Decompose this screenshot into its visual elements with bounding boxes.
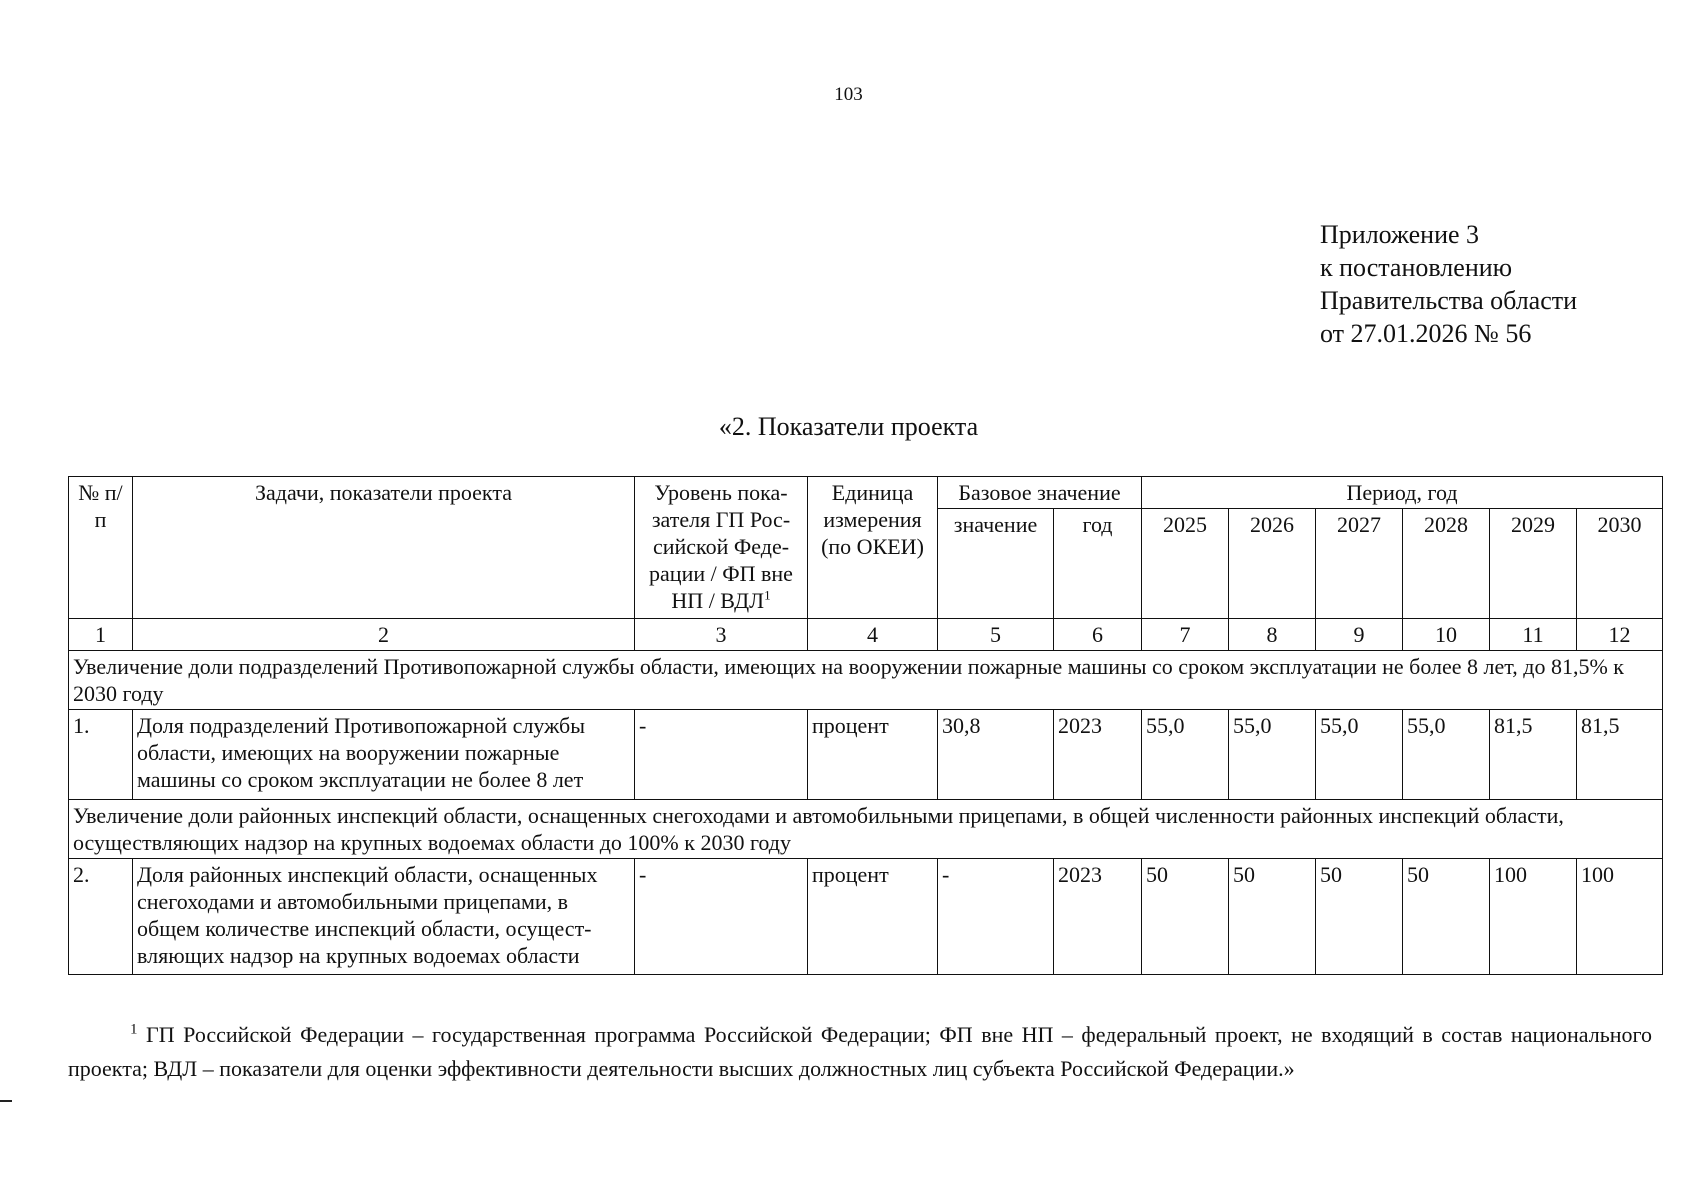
column-number: 7 <box>1142 619 1229 651</box>
header-level-footnote-mark: 1 <box>764 587 771 603</box>
indicator-value: 50 <box>1316 859 1403 975</box>
indicator-value: 50 <box>1142 859 1229 975</box>
header-level-text: Уровень пока-зателя ГП Рос-сийской Феде-рации / ФП вне НП / ВДЛ <box>649 480 793 613</box>
header-row-1 <box>69 477 1663 509</box>
indicator-name: Доля районных инспекций области, оснащенных снегоходами и автомобильными прицепами, в общем количестве инспекций области, осущест-вляющих надзор на крупных водоемах области <box>133 859 635 975</box>
appendix-line-3: Правительства области <box>1320 286 1578 315</box>
indicator-row <box>69 859 1663 975</box>
footnote <box>68 1018 1652 1086</box>
appendix-line-4: от 27.01.2026 № 56 <box>1320 319 1532 348</box>
appendix-line-1: Приложение 3 <box>1320 220 1480 249</box>
column-number: 12 <box>1577 619 1663 651</box>
header-base-year: год <box>1054 509 1142 619</box>
indicator-value: 100 <box>1577 859 1663 975</box>
header-base: Базовое значение <box>938 477 1142 509</box>
indicator-base-year: 2023 <box>1054 859 1142 975</box>
header-year: 2029 <box>1490 509 1577 619</box>
column-number: 9 <box>1316 619 1403 651</box>
indicator-value: 50 <box>1229 859 1316 975</box>
indicator-base-year: 2023 <box>1054 710 1142 800</box>
indicator-value: 81,5 <box>1490 710 1577 800</box>
indicator-num: 1. <box>69 710 133 800</box>
task-text: Увеличение доли подразделений Противопожарной службы области, имеющих на вооружении пожарные машины со сроком эксплуатации не более 8 лет, до 81,5% к 2030 году <box>69 651 1663 710</box>
indicator-value: 81,5 <box>1577 710 1663 800</box>
header-period: Период, год <box>1142 477 1663 509</box>
indicator-unit: процент <box>808 710 938 800</box>
appendix-block <box>1320 218 1577 350</box>
indicator-value: 55,0 <box>1229 710 1316 800</box>
footnote-text: ГП Российской Федерации – государственная программа Российской Федерации; ФП вне НП – федеральный проект, не входящий в состав национального проекта; ВДЛ – показатели для оценки эффективности деятельности высших должностных лиц субъекта Российской Федерации.» <box>68 1022 1652 1081</box>
indicators-table <box>68 476 1663 975</box>
column-number: 6 <box>1054 619 1142 651</box>
margin-mark <box>0 1100 12 1102</box>
task-row <box>69 800 1663 859</box>
header-year: 2028 <box>1403 509 1490 619</box>
column-number: 11 <box>1490 619 1577 651</box>
indicator-base-value: - <box>938 859 1054 975</box>
header-tasks: Задачи, показатели проекта <box>133 477 635 619</box>
column-number: 1 <box>69 619 133 651</box>
indicator-base-value: 30,8 <box>938 710 1054 800</box>
section-title: «2. Показатели проекта <box>718 412 979 441</box>
appendix-line-2: к постановлению <box>1320 253 1513 282</box>
indicator-unit: процент <box>808 859 938 975</box>
column-number: 4 <box>808 619 938 651</box>
header-level <box>635 477 808 619</box>
indicator-value: 55,0 <box>1316 710 1403 800</box>
indicator-num: 2. <box>69 859 133 975</box>
header-year: 2025 <box>1142 509 1229 619</box>
task-text: Увеличение доли районных инспекций области, оснащенных снегоходами и автомобильными прицепами, в общей численности районных инспекций области, осуществляющих надзор на крупных водоемах области до 100% к 2030 году <box>69 800 1663 859</box>
footnote-mark: 1 <box>130 1021 138 1038</box>
indicator-level: - <box>635 710 808 800</box>
indicator-value: 100 <box>1490 859 1577 975</box>
header-base-value: значение <box>938 509 1054 619</box>
page-number: 103 <box>834 84 863 105</box>
header-num: № п/п <box>69 477 133 619</box>
column-number: 2 <box>133 619 635 651</box>
task-row <box>69 651 1663 710</box>
column-number: 8 <box>1229 619 1316 651</box>
column-number: 10 <box>1403 619 1490 651</box>
indicator-name: Доля подразделений Противопожарной службы области, имеющих на вооружении пожарные машины со сроком эксплуатации не более 8 лет <box>133 710 635 800</box>
indicator-value: 50 <box>1403 859 1490 975</box>
header-unit: Единица измерения (по ОКЕИ) <box>808 477 938 619</box>
header-year: 2027 <box>1316 509 1403 619</box>
indicator-value: 55,0 <box>1142 710 1229 800</box>
column-number: 5 <box>938 619 1054 651</box>
header-year: 2030 <box>1577 509 1663 619</box>
column-number-row <box>69 619 1663 651</box>
header-year: 2026 <box>1229 509 1316 619</box>
indicator-row <box>69 710 1663 800</box>
column-number: 3 <box>635 619 808 651</box>
indicator-value: 55,0 <box>1403 710 1490 800</box>
indicator-level: - <box>635 859 808 975</box>
